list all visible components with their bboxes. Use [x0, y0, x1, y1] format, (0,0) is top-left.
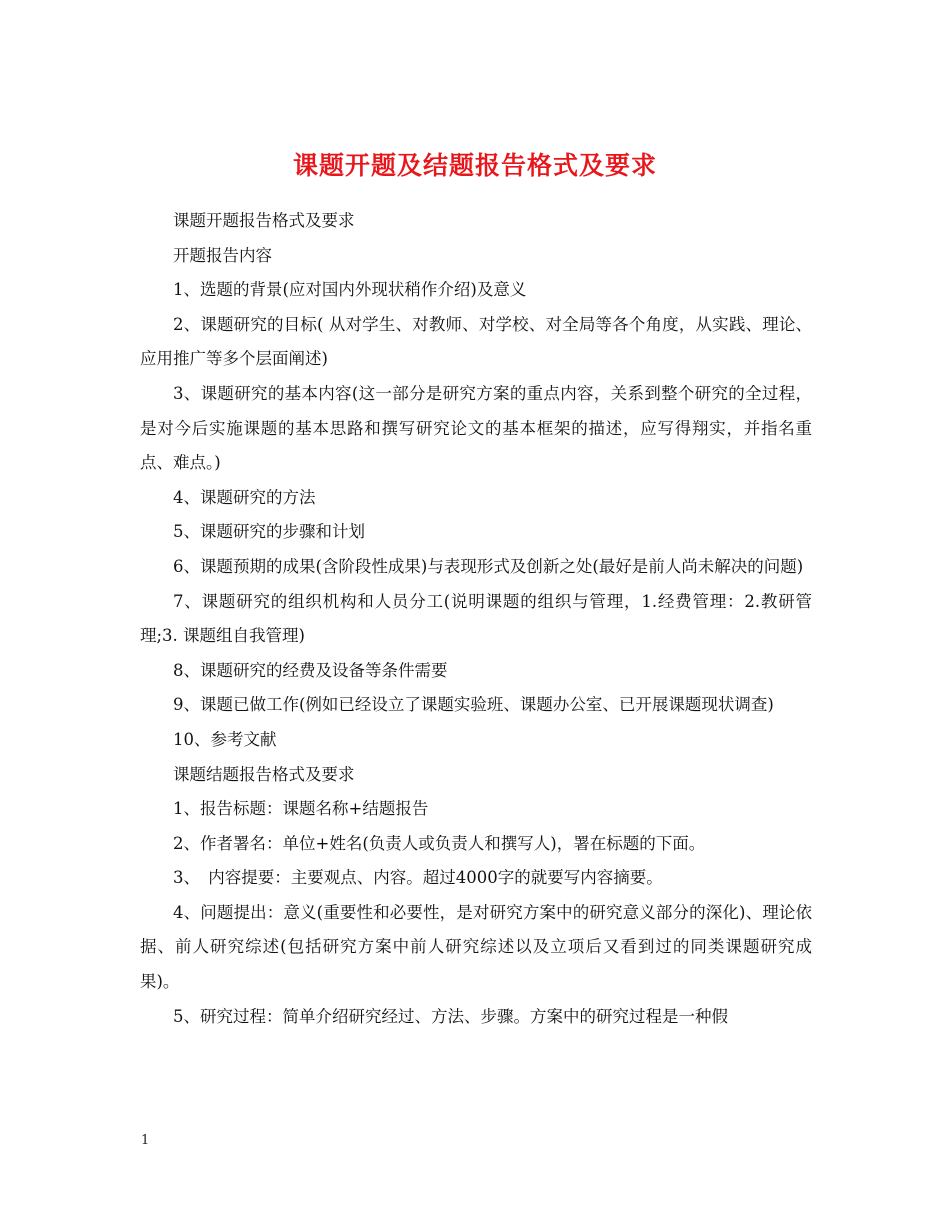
document-body [140, 204, 812, 1034]
document-title: 课题开题及结题报告格式及要求 [292, 150, 657, 180]
paragraph: 9、课题已做工作(例如已经设立了课题实验班、课题办公室、已开展课题现状调查) [173, 695, 774, 715]
paragraph: 5、研究过程：简单介绍研究经过、方法、步骤。方案中的研究过程是一种假 [173, 1006, 728, 1026]
paragraph: 4、问题提出：意义(重要性和必要性，是对研究方案中的研究意义部分的深化)、理论依据、前人研究综述(包括研究方案中前人研究综述以及立项后又看到过的同类课题研究成果)。 [140, 902, 812, 992]
paragraph: 1、报告标题：课题名称+结题报告 [173, 799, 429, 819]
paragraph: 10、参考文献 [173, 729, 277, 749]
paragraph: 8、课题研究的经费及设备等条件需要 [173, 660, 448, 680]
paragraph: 课题开题报告格式及要求 [173, 211, 355, 230]
paragraph: 1、选题的背景(应对国内外现状稍作介绍)及意义 [173, 280, 527, 300]
paragraph: 3、课题研究的基本内容(这一部分是研究方案的重点内容，关系到整个研究的全过程，是对今后实施课题的基本思路和撰写研究论文的基本框架的描述，应写得翔实，并指名重点、难点。) [140, 383, 812, 473]
paragraph: 4、课题研究的方法 [173, 487, 316, 507]
paragraph: 2、课题研究的目标( 从对学生、对教师、对学校、对全局等各个角度，从实践、理论、应用推广等多个层面阐述) [140, 314, 812, 369]
paragraph: 课题结题报告格式及要求 [173, 764, 355, 784]
paragraph: 2、作者署名：单位+姓名(负责人或负责人和撰写人)，署在标题的下面。 [173, 833, 706, 853]
paragraph: 3、 内容提要：主要观点、内容。超过4000字的就要写内容摘要。 [173, 868, 663, 888]
paragraph: 5、课题研究的步骤和计划 [173, 522, 365, 542]
paragraph: 开题报告内容 [173, 245, 272, 265]
paragraph: 6、课题预期的成果(含阶段性成果)与表现形式及创新之处(最好是前人尚未解决的问题) [173, 556, 804, 576]
paragraph: 7、课题研究的组织机构和人员分工(说明课题的组织与管理，1.经费管理：2.教研管理;3. 课题组自我管理) [140, 591, 812, 646]
page-number: 1 [141, 1133, 150, 1148]
